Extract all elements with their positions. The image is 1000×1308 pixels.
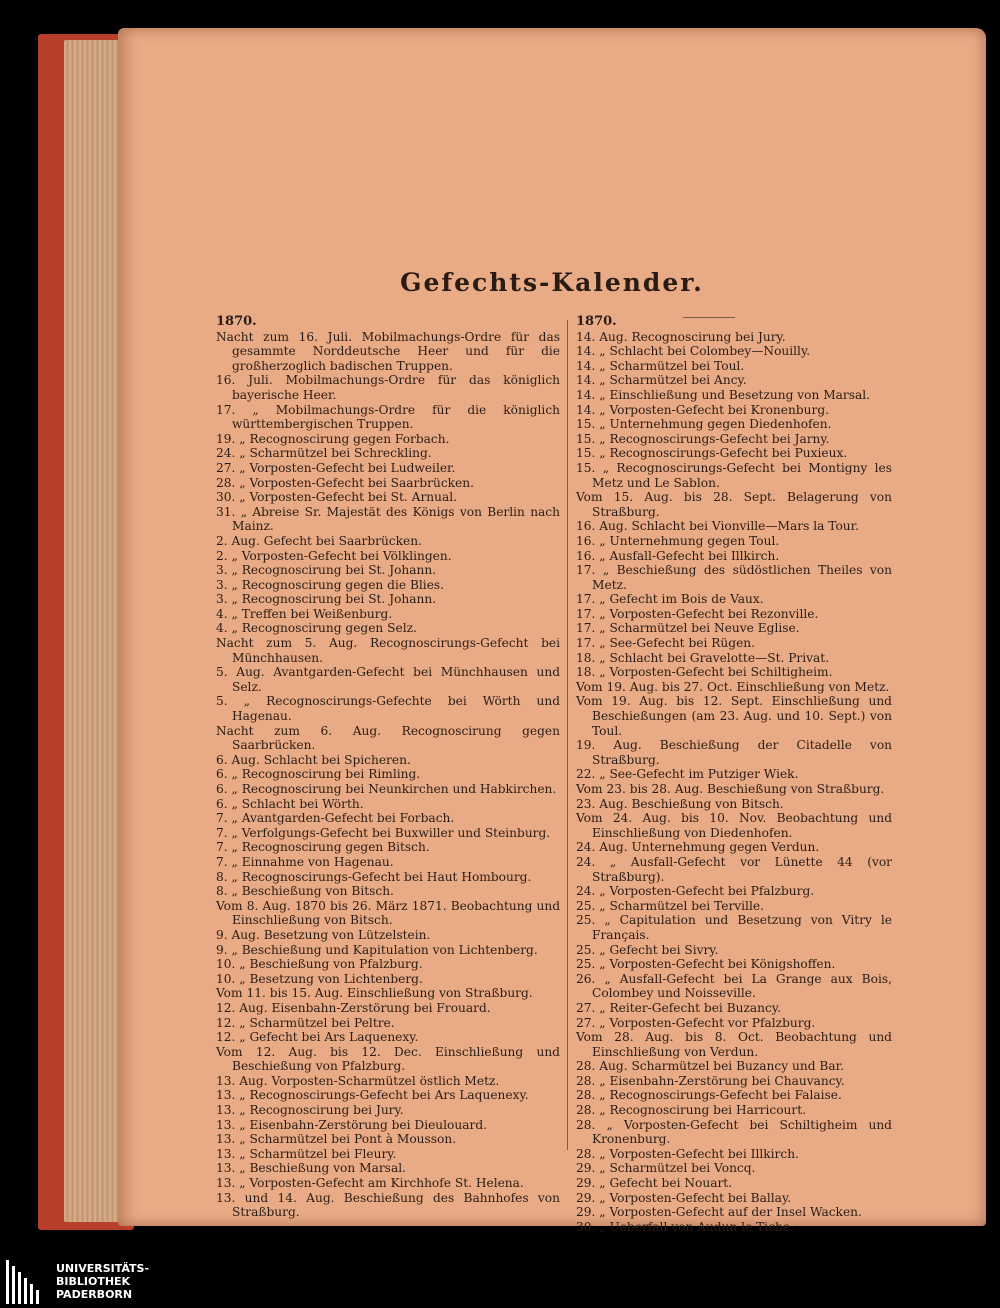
calendar-entry: 30. „ Ueberfall von Audun le Tiche. — [576, 1219, 794, 1234]
calendar-entry: 14. „ Scharmützel bei Ancy. — [576, 373, 747, 388]
calendar-entry: 24. „ Ausfall-Gefecht vor Lünette 44 (vor Straßburg). — [576, 854, 892, 884]
calendar-entry: 12. Aug. Eisenbahn-Zerstörung bei Frouard. — [216, 1000, 491, 1015]
right-entries — [576, 330, 892, 1235]
calendar-entry: 28. „ Recognoscirung bei Harricourt. — [576, 1103, 807, 1118]
calendar-entry: 16. „ Unternehmung gegen Toul. — [576, 533, 780, 548]
calendar-entry: 14. „ Vorposten-Gefecht bei Kronenburg. — [576, 402, 829, 417]
calendar-entry: 24. „ Scharmützel bei Schreckling. — [216, 446, 432, 461]
calendar-entry: 28. „ Vorposten-Gefecht bei Schiltigheim und Kronenburg. — [576, 1117, 892, 1147]
calendar-entry: 13. „ Eisenbahn-Zerstörung bei Dieulouard. — [216, 1117, 488, 1132]
calendar-entry: 18. „ Schlacht bei Gravelotte—St. Privat. — [576, 650, 830, 665]
calendar-entry: 28. Aug. Scharmützel bei Buzancy und Bar. — [576, 1059, 844, 1074]
calendar-entry: Vom 12. Aug. bis 12. Dec. Einschließung und Beschießung von Pfalzburg. — [216, 1044, 560, 1074]
calendar-entry: Vom 19. Aug. bis 12. Sept. Einschließung und Beschießungen (am 23. Aug. und 10. Sept.) von Toul. — [576, 694, 892, 738]
calendar-entry: 15. „ Recognoscirungs-Gefecht bei Montigny les Metz und Le Sablon. — [576, 460, 892, 490]
calendar-entry: 7. „ Avantgarden-Gefecht bei Forbach. — [216, 811, 455, 826]
left-entries — [216, 330, 560, 1220]
calendar-entry: 6. Aug. Schlacht bei Spicheren. — [216, 752, 411, 767]
calendar-entry: 17. „ See-Gefecht bei Rügen. — [576, 636, 756, 651]
column-separator — [567, 320, 568, 1150]
calendar-entry: 28. „ Vorposten-Gefecht bei Saarbrücken. — [216, 475, 474, 490]
left-year: 1870. — [216, 314, 257, 329]
calendar-entry: Vom 8. Aug. 1870 bis 26. März 1871. Beobachtung und Einschließung von Bitsch. — [216, 898, 560, 928]
calendar-entry: 28. „ Eisenbahn-Zerstörung bei Chauvancy. — [576, 1073, 845, 1088]
calendar-entry: 14. „ Scharmützel bei Toul. — [576, 358, 745, 373]
calendar-entry: 13. „ Scharmützel bei Fleury. — [216, 1146, 397, 1161]
calendar-entry: Nacht zum 6. Aug. Recognoscirung gegen Saarbrücken. — [216, 723, 560, 753]
calendar-entry: 13. „ Recognoscirungs-Gefecht bei Ars Laquenexy. — [216, 1088, 529, 1103]
calendar-entry: 28. „ Vorposten-Gefecht bei Illkirch. — [576, 1146, 799, 1161]
library-logo-line3: PADERBORN — [56, 1288, 133, 1301]
calendar-entry: 9. „ Beschießung und Kapitulation von Lichtenberg. — [216, 942, 538, 957]
calendar-entry: Vom 11. bis 15. Aug. Einschließung von Straßburg. — [216, 986, 533, 1001]
library-logo — [6, 1258, 156, 1306]
calendar-entry: 5. Aug. Avantgarden-Gefecht bei Münchhausen und Selz. — [216, 665, 560, 694]
calendar-entry: 26. „ Ausfall-Gefecht bei La Grange aux Bois, Colombey und Noisseville. — [576, 971, 892, 1001]
calendar-entry: 17. „ Mobilmachungs-Ordre für die königlich württembergischen Truppen. — [216, 402, 560, 432]
calendar-entry: 15. „ Recognoscirungs-Gefecht bei Puxieux. — [576, 446, 848, 461]
calendar-entry: 6. „ Recognoscirung bei Neunkirchen und Habkirchen. — [216, 782, 557, 796]
calendar-entry: 6. „ Recognoscirung bei Rimling. — [216, 767, 421, 782]
library-logo-icon — [6, 1260, 46, 1304]
calendar-entry: 30. „ Vorposten-Gefecht bei St. Arnual. — [216, 490, 458, 505]
library-logo-line1: UNIVERSITÄTS- — [56, 1262, 150, 1275]
calendar-entry: 14. „ Einschließung und Besetzung von Marsal. — [576, 387, 871, 402]
calendar-entry: 17. „ Beschießung des südöstlichen Theiles von Metz. — [576, 563, 892, 592]
calendar-entry: 13. und 14. Aug. Beschießung des Bahnhofes von Straßburg. — [216, 1190, 560, 1220]
calendar-entry: 7. „ Recognoscirung gegen Bitsch. — [216, 840, 430, 855]
calendar-entry: 27. „ Vorposten-Gefecht bei Ludweiler. — [216, 460, 456, 475]
calendar-entry: 25. „ Capitulation und Besetzung von Vitry le Français. — [576, 913, 892, 942]
calendar-entry: 29. „ Scharmützel bei Voncq. — [576, 1161, 756, 1176]
calendar-entry: 3. „ Recognoscirung bei St. Johann. — [216, 592, 437, 607]
calendar-entry: 22. „ See-Gefecht im Putziger Wiek. — [576, 767, 799, 782]
calendar-entry: 4. „ Recognoscirung gegen Selz. — [216, 621, 417, 636]
calendar-entry: 12. „ Gefecht bei Ars Laquenexy. — [216, 1030, 419, 1045]
calendar-entry: 15. „ Unternehmung gegen Diedenhofen. — [576, 417, 832, 432]
calendar-entry: 13. „ Vorposten-Gefecht am Kirchhofe St. Helena. — [216, 1176, 524, 1191]
calendar-entry: Vom 23. bis 28. Aug. Beschießung von Straßburg. — [576, 782, 885, 796]
calendar-entry: 23. Aug. Beschießung von Bitsch. — [576, 796, 784, 811]
calendar-entry: 2. Aug. Gefecht bei Saarbrücken. — [216, 533, 422, 548]
calendar-entry: 17. „ Gefecht im Bois de Vaux. — [576, 592, 764, 607]
calendar-entry: Vom 28. Aug. bis 8. Oct. Beobachtung und Einschließung von Verdun. — [576, 1030, 892, 1059]
calendar-entry: 13. „ Scharmützel bei Pont à Mousson. — [216, 1132, 457, 1147]
calendar-entry: 3. „ Recognoscirung gegen die Blies. — [216, 577, 445, 592]
calendar-entry: Vom 19. Aug. bis 27. Oct. Einschließung von Metz. — [576, 679, 890, 694]
calendar-entry: 19. Aug. Beschießung der Citadelle von Straßburg. — [576, 738, 892, 767]
calendar-entry: 16. „ Ausfall-Gefecht bei Illkirch. — [576, 548, 780, 563]
calendar-entry: Vom 15. Aug. bis 28. Sept. Belagerung von Straßburg. — [576, 490, 892, 519]
calendar-entry: 29. „ Vorposten-Gefecht auf der Insel Wacken. — [576, 1205, 862, 1220]
calendar-entry: Nacht zum 5. Aug. Recognoscirungs-Gefecht bei Münchhausen. — [216, 636, 560, 665]
calendar-entry: 25. „ Scharmützel bei Terville. — [576, 898, 764, 913]
calendar-entry: 27. „ Reiter-Gefecht bei Buzancy. — [576, 1000, 781, 1015]
calendar-entry: 6. „ Schlacht bei Wörth. — [216, 796, 364, 811]
calendar-entry: 19. „ Recognoscirung gegen Forbach. — [216, 431, 450, 446]
calendar-entry: Vom 24. Aug. bis 10. Nov. Beobachtung und Einschließung von Diedenhofen. — [576, 811, 892, 840]
calendar-entry: 7. „ Einnahme von Hagenau. — [216, 854, 394, 869]
calendar-entry: 13. „ Beschießung von Marsal. — [216, 1161, 406, 1176]
calendar-entry: 29. „ Vorposten-Gefecht bei Ballay. — [576, 1190, 792, 1205]
calendar-entry: 15. „ Recognoscirungs-Gefecht bei Jarny. — [576, 431, 830, 446]
calendar-entry: 14. Aug. Recognoscirung bei Jury. — [576, 329, 786, 344]
library-logo-line2: BIBLIOTHEK — [56, 1275, 131, 1288]
right-year: 1870. — [576, 314, 617, 329]
calendar-entry: 7. „ Verfolgungs-Gefecht bei Buxwiller und Steinburg. — [216, 825, 551, 840]
calendar-entry: 29. „ Gefecht bei Nouart. — [576, 1176, 733, 1191]
calendar-entry: 17. „ Vorposten-Gefecht bei Rezonville. — [576, 606, 819, 621]
calendar-entry: 4. „ Treffen bei Weißenburg. — [216, 606, 393, 621]
calendar-entry: 10. „ Beschießung von Pfalzburg. — [216, 957, 423, 972]
page-title: Gefechts-Kalender. — [400, 268, 704, 297]
calendar-entry: 18. „ Vorposten-Gefecht bei Schiltigheim. — [576, 665, 833, 680]
calendar-entry: 16. Juli. Mobilmachungs-Ordre für das königlich bayerische Heer. — [216, 373, 560, 402]
calendar-entry: 2. „ Vorposten-Gefecht bei Völklingen. — [216, 548, 452, 563]
calendar-entry: 3. „ Recognoscirung bei St. Johann. — [216, 563, 437, 578]
calendar-entry: 28. „ Recognoscirungs-Gefecht bei Falaise. — [576, 1088, 842, 1103]
calendar-entry: 8. „ Beschießung von Bitsch. — [216, 884, 394, 899]
left-column — [216, 315, 560, 1220]
calendar-entry: 16. Aug. Schlacht bei Vionville—Mars la Tour. — [576, 519, 859, 534]
calendar-entry: 27. „ Vorposten-Gefecht vor Pfalzburg. — [576, 1015, 816, 1030]
calendar-entry: 13. Aug. Vorposten-Scharmützel östlich Metz. — [216, 1073, 500, 1088]
calendar-entry: 10. „ Besetzung von Lichtenberg. — [216, 971, 423, 986]
calendar-entry: 31. „ Abreise Sr. Majestät des Königs von Berlin nach Mainz. — [216, 504, 560, 534]
calendar-entry: 12. „ Scharmützel bei Peltre. — [216, 1015, 395, 1030]
calendar-entry: 25. „ Vorposten-Gefecht bei Königshoffen. — [576, 957, 836, 972]
calendar-entry: 8. „ Recognoscirungs-Gefecht bei Haut Hombourg. — [216, 869, 532, 884]
calendar-entry: 24. Aug. Unternehmung gegen Verdun. — [576, 840, 820, 855]
calendar-entry: 5. „ Recognoscirungs-Gefechte bei Wörth und Hagenau. — [216, 694, 560, 724]
calendar-entry: Nacht zum 16. Juli. Mobilmachungs-Ordre für das gesammte Norddeutsche Heer und für die großherzoglich badischen Truppen. — [216, 329, 560, 373]
calendar-entry: 14. „ Schlacht bei Colombey—Nouilly. — [576, 344, 811, 359]
calendar-entry: 13. „ Recognoscirung bei Jury. — [216, 1103, 404, 1118]
calendar-entry: 25. „ Gefecht bei Sivry. — [576, 942, 719, 957]
calendar-entry: 24. „ Vorposten-Gefecht bei Pfalzburg. — [576, 884, 815, 899]
calendar-entry: 9. Aug. Besetzung von Lützelstein. — [216, 927, 431, 942]
calendar-entry: 17. „ Scharmützel bei Neuve Eglise. — [576, 621, 800, 636]
right-column — [576, 315, 892, 1234]
